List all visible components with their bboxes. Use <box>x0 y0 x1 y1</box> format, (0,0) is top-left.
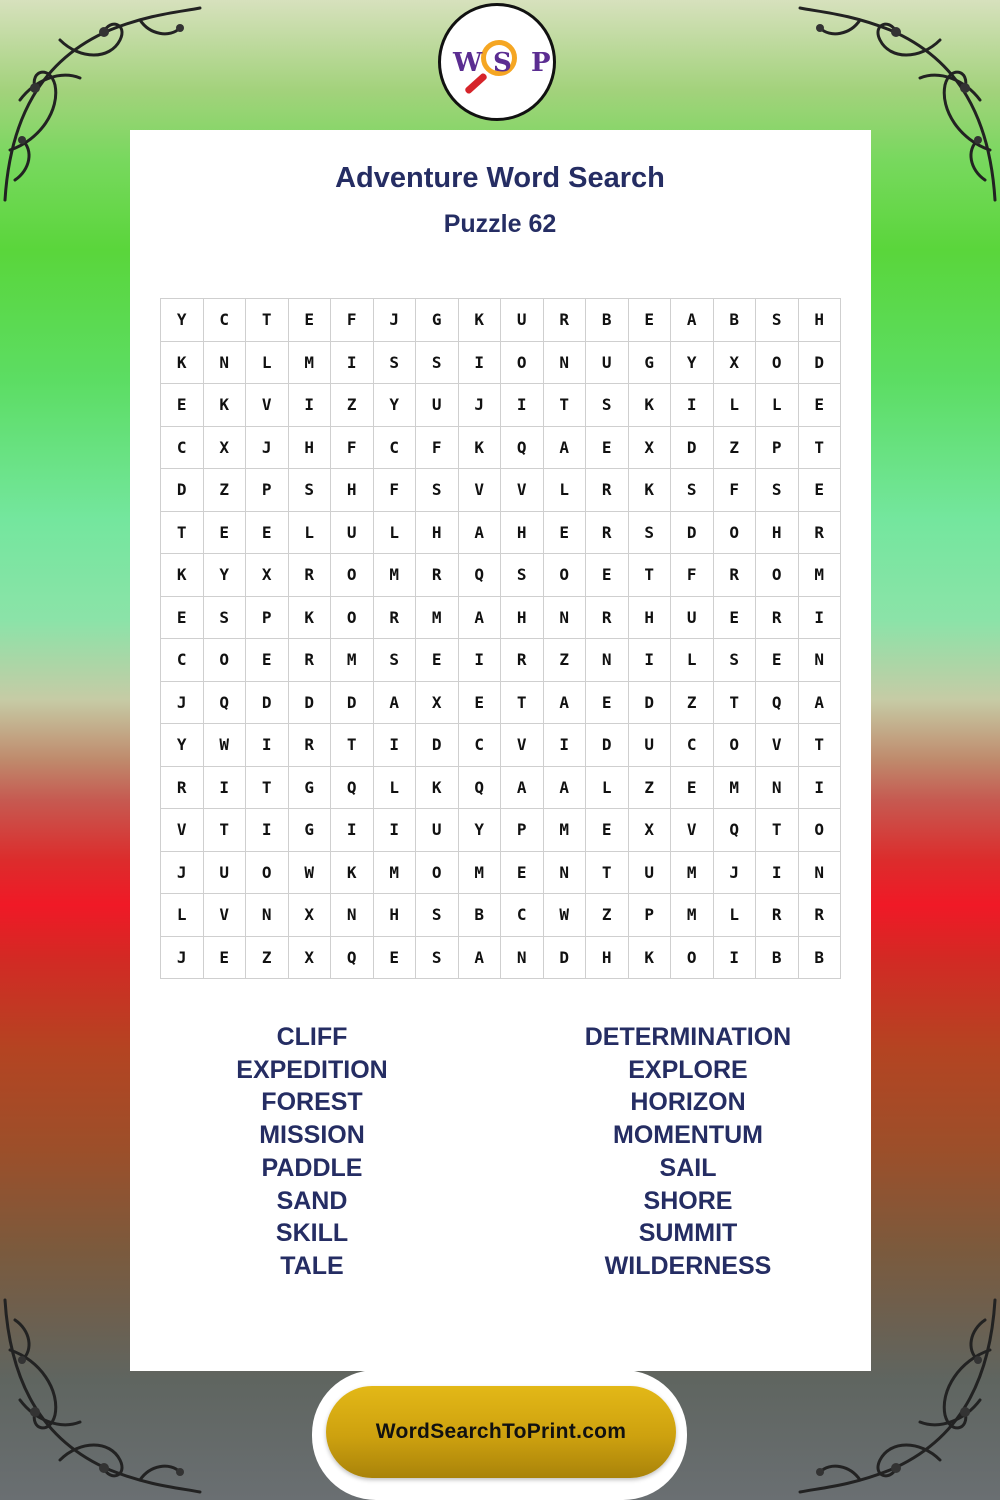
grid-cell[interactable]: P <box>501 809 544 852</box>
grid-cell[interactable]: N <box>331 894 374 937</box>
grid-cell[interactable]: U <box>629 852 672 895</box>
grid-cell[interactable]: Z <box>246 937 289 980</box>
grid-cell[interactable]: U <box>416 384 459 427</box>
grid-cell[interactable]: N <box>204 342 247 385</box>
grid-cell[interactable]: R <box>289 554 332 597</box>
grid-cell[interactable]: N <box>544 852 587 895</box>
word-list-item: WILDERNESS <box>604 1251 772 1280</box>
grid-cell[interactable]: S <box>289 469 332 512</box>
grid-cell[interactable]: M <box>416 597 459 640</box>
grid-cell[interactable]: E <box>799 469 842 512</box>
grid-cell[interactable]: B <box>799 937 842 980</box>
grid-cell[interactable]: K <box>331 852 374 895</box>
grid-cell[interactable]: M <box>714 767 757 810</box>
grid-cell[interactable]: S <box>714 639 757 682</box>
grid-cell[interactable]: N <box>501 937 544 980</box>
grid-cell[interactable]: O <box>331 597 374 640</box>
grid-cell[interactable]: E <box>629 299 672 342</box>
grid-cell[interactable]: H <box>799 299 842 342</box>
grid-cell[interactable]: K <box>416 767 459 810</box>
grid-cell[interactable]: U <box>416 809 459 852</box>
grid-cell[interactable]: D <box>586 724 629 767</box>
grid-cell[interactable]: Y <box>161 724 204 767</box>
grid-cell[interactable]: T <box>161 512 204 555</box>
grid-cell[interactable]: I <box>246 724 289 767</box>
grid-cell[interactable]: D <box>289 682 332 725</box>
grid-cell[interactable]: U <box>629 724 672 767</box>
grid-cell[interactable]: S <box>756 469 799 512</box>
grid-cell[interactable]: P <box>629 894 672 937</box>
grid-cell[interactable]: D <box>671 427 714 470</box>
grid-cell[interactable]: Q <box>204 682 247 725</box>
grid-cell[interactable]: E <box>756 639 799 682</box>
grid-cell[interactable]: C <box>374 427 417 470</box>
grid-cell[interactable]: C <box>501 894 544 937</box>
word-list-item: SUMMIT <box>638 1219 738 1248</box>
grid-cell[interactable]: I <box>544 724 587 767</box>
grid-cell[interactable]: Q <box>459 767 502 810</box>
grid-cell[interactable]: R <box>586 512 629 555</box>
grid-cell[interactable]: Z <box>544 639 587 682</box>
grid-cell[interactable]: F <box>331 299 374 342</box>
grid-cell[interactable]: I <box>459 342 502 385</box>
grid-cell[interactable]: Y <box>374 384 417 427</box>
grid-cell[interactable]: N <box>544 342 587 385</box>
grid-cell[interactable]: A <box>799 682 842 725</box>
grid-cell[interactable]: F <box>416 427 459 470</box>
grid-cell[interactable]: D <box>544 937 587 980</box>
grid-cell[interactable]: H <box>416 512 459 555</box>
grid-cell[interactable]: S <box>586 384 629 427</box>
grid-cell[interactable]: A <box>459 937 502 980</box>
grid-cell[interactable]: H <box>501 597 544 640</box>
grid-cell[interactable]: R <box>289 724 332 767</box>
grid-cell[interactable]: I <box>374 809 417 852</box>
grid-cell[interactable]: X <box>714 342 757 385</box>
grid-cell[interactable]: K <box>629 937 672 980</box>
grid-cell[interactable]: K <box>629 469 672 512</box>
grid-cell[interactable]: I <box>799 597 842 640</box>
grid-cell[interactable]: R <box>586 597 629 640</box>
grid-cell[interactable]: K <box>161 342 204 385</box>
grid-cell[interactable]: J <box>161 852 204 895</box>
grid-cell[interactable]: X <box>204 427 247 470</box>
grid-cell[interactable]: Y <box>161 299 204 342</box>
grid-cell[interactable]: N <box>544 597 587 640</box>
grid-cell[interactable]: D <box>629 682 672 725</box>
grid-cell[interactable]: R <box>756 894 799 937</box>
grid-cell[interactable]: E <box>161 384 204 427</box>
grid-cell[interactable]: Q <box>714 809 757 852</box>
grid-cell[interactable]: Q <box>459 554 502 597</box>
grid-cell[interactable]: D <box>331 682 374 725</box>
grid-cell[interactable]: A <box>671 299 714 342</box>
grid-cell[interactable]: C <box>671 724 714 767</box>
grid-cell[interactable]: O <box>714 724 757 767</box>
grid-cell[interactable]: N <box>586 639 629 682</box>
grid-cell[interactable]: R <box>544 299 587 342</box>
grid-cell[interactable]: K <box>459 299 502 342</box>
grid-cell[interactable]: Q <box>331 937 374 980</box>
grid-cell[interactable]: S <box>374 342 417 385</box>
grid-cell[interactable]: S <box>204 597 247 640</box>
word-list-item: SAIL <box>659 1153 717 1182</box>
grid-cell[interactable]: I <box>756 852 799 895</box>
grid-cell[interactable]: R <box>374 597 417 640</box>
grid-cell[interactable]: S <box>416 469 459 512</box>
grid-cell[interactable]: T <box>544 384 587 427</box>
grid-cell[interactable]: V <box>459 469 502 512</box>
grid-cell[interactable]: B <box>586 299 629 342</box>
grid-cell[interactable]: S <box>416 342 459 385</box>
grid-cell[interactable]: N <box>799 852 842 895</box>
grid-cell[interactable]: S <box>629 512 672 555</box>
word-list-item: SKILL <box>275 1219 349 1248</box>
grid-cell[interactable]: C <box>161 427 204 470</box>
grid-cell[interactable]: J <box>161 682 204 725</box>
grid-cell[interactable]: L <box>586 767 629 810</box>
word-list-item: TALE <box>280 1251 344 1280</box>
grid-cell[interactable]: F <box>714 469 757 512</box>
grid-cell[interactable]: R <box>799 894 842 937</box>
puzzle-number: Puzzle 62 <box>443 210 557 238</box>
grid-cell[interactable]: D <box>161 469 204 512</box>
grid-cell[interactable]: Z <box>204 469 247 512</box>
grid-cell[interactable]: G <box>416 299 459 342</box>
logo-letter-s: S <box>493 48 512 78</box>
grid-cell[interactable]: Z <box>714 427 757 470</box>
word-list-item: DETERMINATION <box>584 1023 792 1051</box>
page-title: Adventure Word Search <box>335 162 665 194</box>
grid-cell[interactable]: M <box>374 554 417 597</box>
grid-cell[interactable]: H <box>331 469 374 512</box>
grid-cell[interactable]: E <box>714 597 757 640</box>
grid-cell[interactable]: T <box>331 724 374 767</box>
grid-cell[interactable]: M <box>374 852 417 895</box>
word-list-item: MISSION <box>259 1121 365 1150</box>
grid-cell[interactable]: R <box>586 469 629 512</box>
grid-cell[interactable]: Y <box>459 809 502 852</box>
word-list-item: HORIZON <box>630 1088 746 1117</box>
grid-cell[interactable]: I <box>501 384 544 427</box>
grid-cell[interactable]: L <box>544 469 587 512</box>
grid-cell[interactable]: P <box>756 427 799 470</box>
grid-cell[interactable]: Y <box>204 554 247 597</box>
grid-cell[interactable]: K <box>204 384 247 427</box>
grid-cell[interactable]: N <box>756 767 799 810</box>
grid-cell[interactable]: T <box>586 852 629 895</box>
grid-cell[interactable]: U <box>501 299 544 342</box>
grid-cell[interactable]: O <box>799 809 842 852</box>
grid-cell[interactable]: H <box>629 597 672 640</box>
grid-cell[interactable]: Y <box>671 342 714 385</box>
grid-cell[interactable]: L <box>374 512 417 555</box>
grid-cell[interactable]: E <box>246 639 289 682</box>
grid-cell[interactable]: H <box>756 512 799 555</box>
grid-cell[interactable]: F <box>671 554 714 597</box>
grid-cell[interactable]: Z <box>671 682 714 725</box>
grid-cell[interactable]: I <box>714 937 757 980</box>
grid-cell[interactable]: M <box>671 894 714 937</box>
grid-cell[interactable]: K <box>629 384 672 427</box>
grid-cell[interactable]: M <box>544 809 587 852</box>
grid-cell[interactable]: L <box>756 384 799 427</box>
grid-cell[interactable]: L <box>671 639 714 682</box>
grid-cell[interactable]: E <box>671 767 714 810</box>
word-list-item: CLIFF <box>276 1023 348 1051</box>
grid-cell[interactable]: O <box>544 554 587 597</box>
grid-cell[interactable]: P <box>246 469 289 512</box>
grid-cell[interactable]: T <box>204 809 247 852</box>
grid-cell[interactable]: B <box>714 299 757 342</box>
grid-cell[interactable]: A <box>544 427 587 470</box>
grid-cell[interactable]: T <box>246 299 289 342</box>
grid-cell[interactable]: F <box>374 469 417 512</box>
word-list-right <box>538 1021 838 1283</box>
logo-letter-w: W <box>453 48 483 78</box>
grid-cell[interactable]: T <box>501 682 544 725</box>
grid-cell[interactable]: D <box>246 682 289 725</box>
grid-cell[interactable]: R <box>756 597 799 640</box>
word-list-item: EXPEDITION <box>236 1055 388 1084</box>
grid-cell[interactable]: M <box>331 639 374 682</box>
grid-cell[interactable]: X <box>416 682 459 725</box>
grid-cell[interactable]: T <box>629 554 672 597</box>
word-list-item: SAND <box>276 1186 348 1215</box>
letter-grid <box>160 298 841 979</box>
grid-cell[interactable]: E <box>586 427 629 470</box>
grid-cell[interactable]: O <box>714 512 757 555</box>
grid-cell[interactable]: G <box>289 809 332 852</box>
grid-cell[interactable]: J <box>246 427 289 470</box>
grid-cell[interactable]: E <box>586 682 629 725</box>
grid-cell[interactable]: S <box>374 639 417 682</box>
grid-cell[interactable]: R <box>416 554 459 597</box>
grid-cell[interactable]: J <box>459 384 502 427</box>
grid-cell[interactable]: T <box>799 724 842 767</box>
grid-cell[interactable]: Q <box>756 682 799 725</box>
grid-cell[interactable]: E <box>161 597 204 640</box>
grid-cell[interactable]: Z <box>331 384 374 427</box>
grid-cell[interactable]: A <box>459 512 502 555</box>
grid-cell[interactable]: U <box>671 597 714 640</box>
grid-cell[interactable]: G <box>629 342 672 385</box>
grid-cell[interactable]: I <box>629 639 672 682</box>
word-list-item: PADDLE <box>261 1153 363 1182</box>
grid-cell[interactable]: I <box>331 809 374 852</box>
grid-cell[interactable]: X <box>246 554 289 597</box>
grid-cell[interactable]: N <box>246 894 289 937</box>
grid-cell[interactable]: E <box>246 512 289 555</box>
grid-cell[interactable]: L <box>161 894 204 937</box>
word-list-item: MOMENTUM <box>613 1121 763 1150</box>
grid-cell[interactable]: S <box>501 554 544 597</box>
grid-cell[interactable]: S <box>671 469 714 512</box>
grid-cell[interactable]: O <box>416 852 459 895</box>
grid-cell[interactable]: B <box>756 937 799 980</box>
grid-cell[interactable]: H <box>374 894 417 937</box>
grid-cell[interactable]: V <box>671 809 714 852</box>
grid-cell[interactable]: R <box>501 639 544 682</box>
word-list-left <box>162 1021 462 1283</box>
grid-cell[interactable]: I <box>246 809 289 852</box>
grid-cell[interactable]: T <box>714 682 757 725</box>
grid-cell[interactable]: I <box>671 384 714 427</box>
grid-cell[interactable]: E <box>374 937 417 980</box>
grid-cell[interactable]: I <box>331 342 374 385</box>
grid-cell[interactable]: O <box>671 937 714 980</box>
grid-cell[interactable]: I <box>289 384 332 427</box>
grid-cell[interactable]: L <box>714 384 757 427</box>
grid-cell[interactable]: C <box>459 724 502 767</box>
grid-cell[interactable]: Z <box>629 767 672 810</box>
grid-cell[interactable]: H <box>586 937 629 980</box>
grid-cell[interactable]: S <box>416 937 459 980</box>
grid-cell[interactable]: O <box>246 852 289 895</box>
grid-cell[interactable]: U <box>204 852 247 895</box>
grid-cell[interactable]: T <box>756 809 799 852</box>
grid-cell[interactable]: I <box>459 639 502 682</box>
grid-cell[interactable]: R <box>289 639 332 682</box>
grid-cell[interactable]: X <box>289 894 332 937</box>
wsp-logo[interactable] <box>438 3 556 121</box>
grid-cell[interactable]: I <box>204 767 247 810</box>
grid-cell[interactable]: M <box>799 554 842 597</box>
word-list-item: EXPLORE <box>628 1055 748 1084</box>
grid-cell[interactable]: L <box>374 767 417 810</box>
grid-cell[interactable]: E <box>204 937 247 980</box>
grid-cell[interactable]: X <box>629 427 672 470</box>
grid-cell[interactable]: W <box>289 852 332 895</box>
grid-cell[interactable]: S <box>756 299 799 342</box>
grid-cell[interactable]: N <box>799 639 842 682</box>
grid-cell[interactable]: R <box>714 554 757 597</box>
grid-cell[interactable]: A <box>544 682 587 725</box>
grid-cell[interactable]: J <box>161 937 204 980</box>
grid-cell[interactable]: A <box>459 597 502 640</box>
grid-cell[interactable]: I <box>374 724 417 767</box>
grid-cell[interactable]: L <box>289 512 332 555</box>
grid-cell[interactable]: D <box>671 512 714 555</box>
grid-cell[interactable]: H <box>289 427 332 470</box>
grid-cell[interactable]: M <box>289 342 332 385</box>
grid-cell[interactable]: E <box>586 554 629 597</box>
grid-cell[interactable]: V <box>756 724 799 767</box>
grid-cell[interactable]: E <box>586 809 629 852</box>
grid-cell[interactable]: E <box>501 852 544 895</box>
grid-cell[interactable]: X <box>289 937 332 980</box>
grid-cell[interactable]: M <box>459 852 502 895</box>
grid-cell[interactable]: P <box>246 597 289 640</box>
grid-cell[interactable]: T <box>799 427 842 470</box>
grid-cell[interactable]: L <box>246 342 289 385</box>
grid-cell[interactable]: I <box>799 767 842 810</box>
grid-cell[interactable]: D <box>416 724 459 767</box>
grid-cell[interactable]: O <box>501 342 544 385</box>
grid-cell[interactable]: S <box>416 894 459 937</box>
grid-cell[interactable]: E <box>204 512 247 555</box>
grid-cell[interactable]: F <box>331 427 374 470</box>
grid-cell[interactable]: V <box>161 809 204 852</box>
grid-cell[interactable]: R <box>799 512 842 555</box>
grid-cell[interactable]: Q <box>501 427 544 470</box>
grid-cell[interactable]: K <box>459 427 502 470</box>
grid-cell[interactable]: C <box>204 299 247 342</box>
grid-cell[interactable]: O <box>331 554 374 597</box>
website-link-button[interactable]: WordSearchToPrint.com <box>326 1386 676 1478</box>
grid-cell[interactable]: V <box>501 724 544 767</box>
grid-cell[interactable]: J <box>374 299 417 342</box>
grid-cell[interactable]: K <box>289 597 332 640</box>
grid-cell[interactable]: X <box>629 809 672 852</box>
grid-cell[interactable]: O <box>756 342 799 385</box>
grid-cell[interactable]: L <box>714 894 757 937</box>
grid-cell[interactable]: A <box>501 767 544 810</box>
grid-cell[interactable]: Q <box>331 767 374 810</box>
grid-cell[interactable]: T <box>246 767 289 810</box>
grid-cell[interactable]: H <box>501 512 544 555</box>
grid-cell[interactable]: A <box>374 682 417 725</box>
grid-cell[interactable]: W <box>544 894 587 937</box>
grid-cell[interactable]: O <box>204 639 247 682</box>
grid-cell[interactable]: V <box>204 894 247 937</box>
grid-cell[interactable]: E <box>416 639 459 682</box>
grid-cell[interactable]: O <box>756 554 799 597</box>
grid-cell[interactable]: A <box>544 767 587 810</box>
grid-cell[interactable]: V <box>501 469 544 512</box>
grid-cell[interactable]: U <box>586 342 629 385</box>
grid-cell[interactable]: U <box>331 512 374 555</box>
grid-cell[interactable]: V <box>246 384 289 427</box>
grid-cell[interactable]: M <box>671 852 714 895</box>
grid-cell[interactable]: E <box>544 512 587 555</box>
grid-cell[interactable]: E <box>459 682 502 725</box>
grid-cell[interactable]: E <box>799 384 842 427</box>
word-list-item: FOREST <box>261 1088 363 1117</box>
grid-cell[interactable]: R <box>161 767 204 810</box>
grid-cell[interactable]: B <box>459 894 502 937</box>
grid-cell[interactable]: C <box>161 639 204 682</box>
grid-cell[interactable]: W <box>204 724 247 767</box>
grid-cell[interactable]: E <box>289 299 332 342</box>
grid-cell[interactable]: G <box>289 767 332 810</box>
grid-cell[interactable]: J <box>714 852 757 895</box>
logo-letter-p: P <box>531 48 551 78</box>
word-list-item: SHORE <box>643 1186 733 1215</box>
grid-cell[interactable]: K <box>161 554 204 597</box>
grid-cell[interactable]: Z <box>586 894 629 937</box>
grid-cell[interactable]: D <box>799 342 842 385</box>
